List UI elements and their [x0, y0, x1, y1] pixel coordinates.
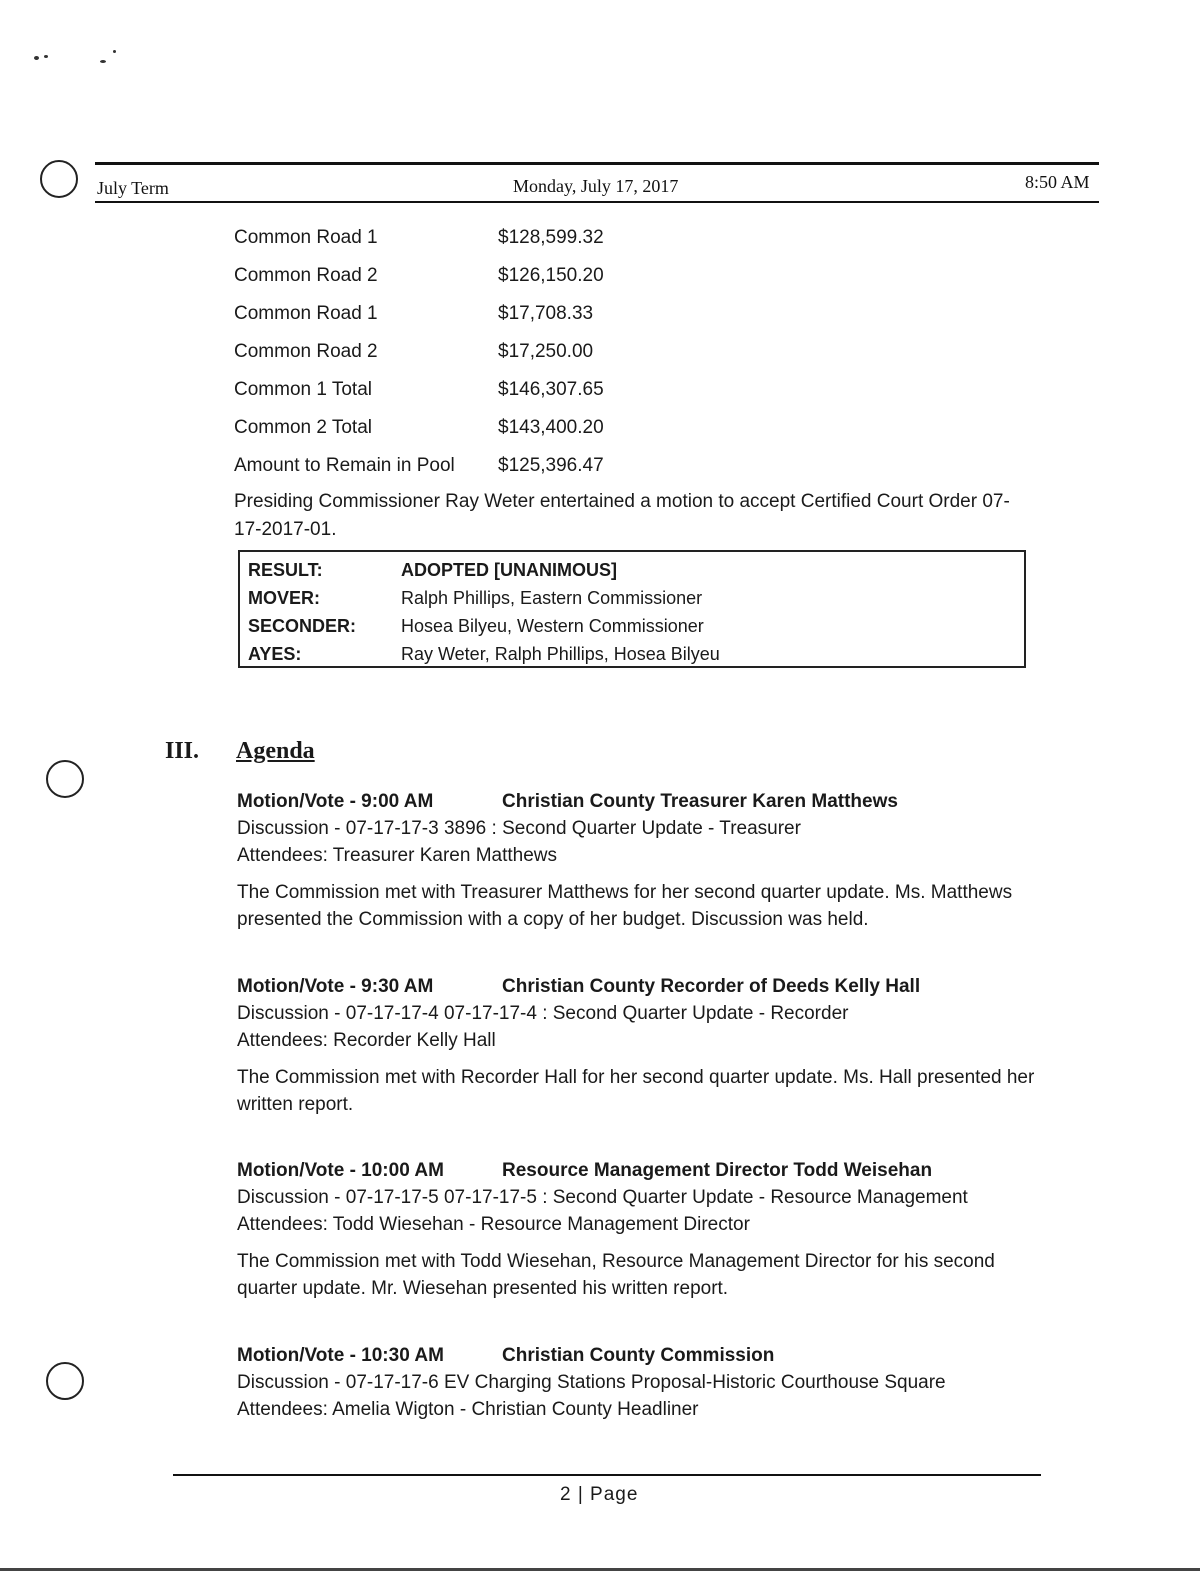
agenda-item-title: Christian County Recorder of Deeds Kelly Hall: [502, 976, 921, 997]
footer-rule: [173, 1474, 1041, 1476]
scan-speck: [113, 50, 116, 53]
binder-hole-icon: [46, 1362, 84, 1400]
agenda-item-description: The Commission met with Treasurer Matthews for her second quarter update. Ms. Matthews presented the Commission with a copy of her budget. Discussion was held.: [237, 882, 1013, 930]
agenda-item-attendees: Attendees: Amelia Wigton - Christian County Headliner: [237, 1399, 699, 1420]
amount-label: Common 1 Total: [234, 379, 372, 400]
agenda-item-header: [237, 788, 1057, 815]
amount-value: $17,708.33: [498, 303, 594, 324]
vote-key: RESULT:: [248, 560, 323, 580]
agenda-item-title: Christian County Commission: [502, 1345, 775, 1366]
header-date: Monday, July 17, 2017: [513, 176, 679, 196]
section-number: III.: [165, 738, 200, 764]
agenda-item-description: The Commission met with Recorder Hall for her second quarter update. Ms. Hall presented her written report.: [237, 1067, 1035, 1115]
agenda-item-attendees: Attendees: Todd Wiesehan - Resource Management Director: [237, 1214, 750, 1235]
amount-label: Common Road 1: [234, 227, 378, 248]
agenda-item-discussion: Discussion - 07-17-17-5 07-17-17-5 : Second Quarter Update - Resource Management: [237, 1187, 968, 1208]
vote-result-table: [238, 550, 1026, 668]
agenda-item-time: Motion/Vote - 9:00 AM: [237, 791, 434, 812]
agenda-item-header: [237, 973, 1057, 1000]
agenda-item-title: Christian County Treasurer Karen Matthews: [502, 791, 898, 812]
page-bottom-edge: [0, 1568, 1200, 1571]
vote-value: Ralph Phillips, Eastern Commissioner: [401, 588, 703, 608]
agenda-item-description: The Commission met with Todd Wiesehan, Resource Management Director for his second quarter update. Mr. Wiesehan presented his written report.: [237, 1251, 995, 1299]
agenda-item-attendees: Attendees: Recorder Kelly Hall: [237, 1030, 496, 1051]
agenda-item: [237, 788, 1057, 933]
agenda-item-discussion: Discussion - 07-17-17-6 EV Charging Stations Proposal-Historic Courthouse Square: [237, 1372, 946, 1393]
binder-hole-icon: [46, 760, 84, 798]
vote-key: AYES:: [248, 644, 302, 664]
agenda-item-title: Resource Management Director Todd Weisehan: [502, 1160, 933, 1181]
agenda-item-attendees: Attendees: Treasurer Karen Matthews: [237, 845, 557, 866]
amount-value: $143,400.20: [498, 417, 604, 438]
amount-label: Common Road 1: [234, 303, 378, 324]
header-time: 8:50 AM: [1025, 172, 1090, 192]
vote-value: ADOPTED [UNANIMOUS]: [401, 560, 617, 580]
amount-label: Amount to Remain in Pool: [234, 455, 455, 476]
vote-value: Hosea Bilyeu, Western Commissioner: [401, 616, 704, 636]
vote-key: MOVER:: [248, 588, 320, 608]
scan-speck: [34, 56, 39, 60]
amount-label: Common 2 Total: [234, 417, 372, 438]
scan-speck: [44, 55, 48, 58]
binder-hole-icon: [40, 160, 78, 198]
amount-label: Common Road 2: [234, 265, 378, 286]
page-number: 2 | Page: [560, 1484, 639, 1505]
agenda-item: [237, 973, 1057, 1118]
header-bottom-rule: [95, 201, 1099, 203]
header-term: July Term: [97, 178, 169, 198]
section-title: Agenda: [236, 738, 315, 764]
vote-key: SECONDER:: [248, 616, 357, 636]
agenda-item-time: Motion/Vote - 10:00 AM: [237, 1160, 444, 1181]
amount-value: $128,599.32: [498, 227, 604, 248]
agenda-item: [237, 1157, 1057, 1302]
agenda-item-header: [237, 1342, 1057, 1369]
motion-paragraph: Presiding Commissioner Ray Weter entertained a motion to accept Certified Court Order 07-17-2017-01.: [234, 491, 1010, 540]
header-top-rule: [95, 162, 1099, 165]
agenda-item-time: Motion/Vote - 10:30 AM: [237, 1345, 444, 1366]
agenda-item-discussion: Discussion - 07-17-17-4 07-17-17-4 : Second Quarter Update - Recorder: [237, 1003, 849, 1024]
amount-value: $126,150.20: [498, 265, 604, 286]
amount-value: $146,307.65: [498, 379, 604, 400]
agenda-item: [237, 1342, 1057, 1423]
agenda-item-discussion: Discussion - 07-17-17-3 3896 : Second Quarter Update - Treasurer: [237, 818, 801, 839]
agenda-item-header: [237, 1157, 1057, 1184]
scan-speck: [100, 60, 106, 63]
amount-value: $125,396.47: [498, 455, 604, 476]
amount-label: Common Road 2: [234, 341, 378, 362]
amount-value: $17,250.00: [498, 341, 594, 362]
vote-value: Ray Weter, Ralph Phillips, Hosea Bilyeu: [401, 644, 720, 664]
agenda-item-time: Motion/Vote - 9:30 AM: [237, 976, 434, 997]
